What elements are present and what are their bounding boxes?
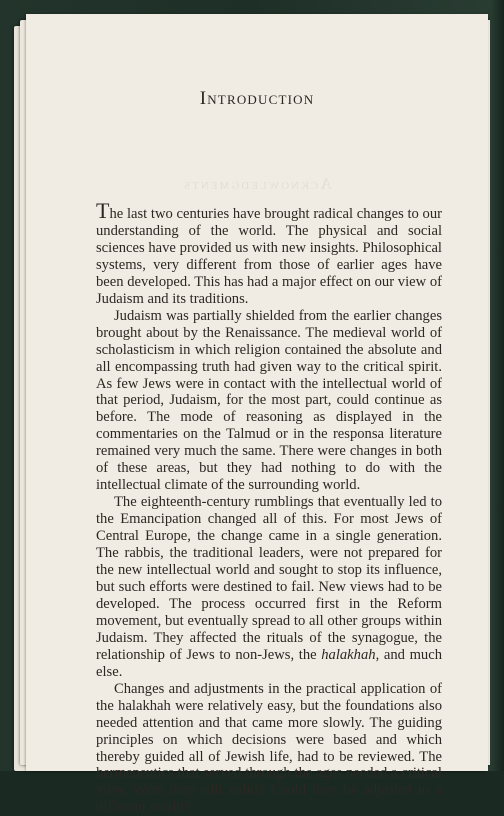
- paragraph-4: Changes and adjustments in the practical application of the halakhah were relatively easy, but the foundations also needed attention and that came more slowly. The guiding principles on which decisions were based and which thereby guided all of Jewish life, had to be reviewed. The hermeneutics that served through the ages needed a critical view. Were they still valid? Could they be adjusted to a different world?: [96, 680, 442, 816]
- chapter-heading: Introduction: [199, 88, 315, 109]
- paragraph-2: Judaism was partially shielded from the earlier changes brought about by the Renaissance. The medieval world of scholasticism in which religion contained the absolute and all encompassing truth had given way to the critical spirit. As few Jews were in contact with the intellectual world of that period, Judaism, for the most part, could continue as before. The mode of reasoning as displayed in the commentaries on the Talmud or in the responsa literature remained very much the same. There were changes in both of these areas, but they had nothing to do with the intellectual climate of the surrounding world.: [96, 307, 442, 494]
- paragraph-3-italic: halakhah: [321, 646, 376, 663]
- body-text: [96, 198, 442, 816]
- paragraph-3: [96, 494, 442, 680]
- drop-cap: T: [96, 198, 110, 223]
- paragraph-1: [96, 198, 442, 308]
- scanner-edge: [490, 0, 504, 771]
- paragraph-3-text-a: The eighteenth-century rumblings that eventually led to the Emancipation changed all of this. For most Jews of Central Europe, the change came in a single generation. The rabbis, the traditional leaders, were not prepared for the new intellectual world and sought to stop its influence, but such efforts were destined to fail. New views had to be developed. The process occurred first in the Reform movement, but eventually spread to all other groups within Judaism. They affected the rituals of the synagogue, the relationship of Jews to non-Jews, the: [96, 494, 442, 663]
- paragraph-3-text-b: , and much else.: [96, 646, 442, 680]
- paragraph-1-text: he last two centuries have brought radical changes to our understanding of the world. The physical and social sciences have provided us with new insights. Philosophical systems, very different from those of earlier ages have been developed. This has had a major effect on our view of Judaism and its traditions.: [96, 206, 442, 307]
- show-through-heading: Acknowledgments: [182, 176, 332, 193]
